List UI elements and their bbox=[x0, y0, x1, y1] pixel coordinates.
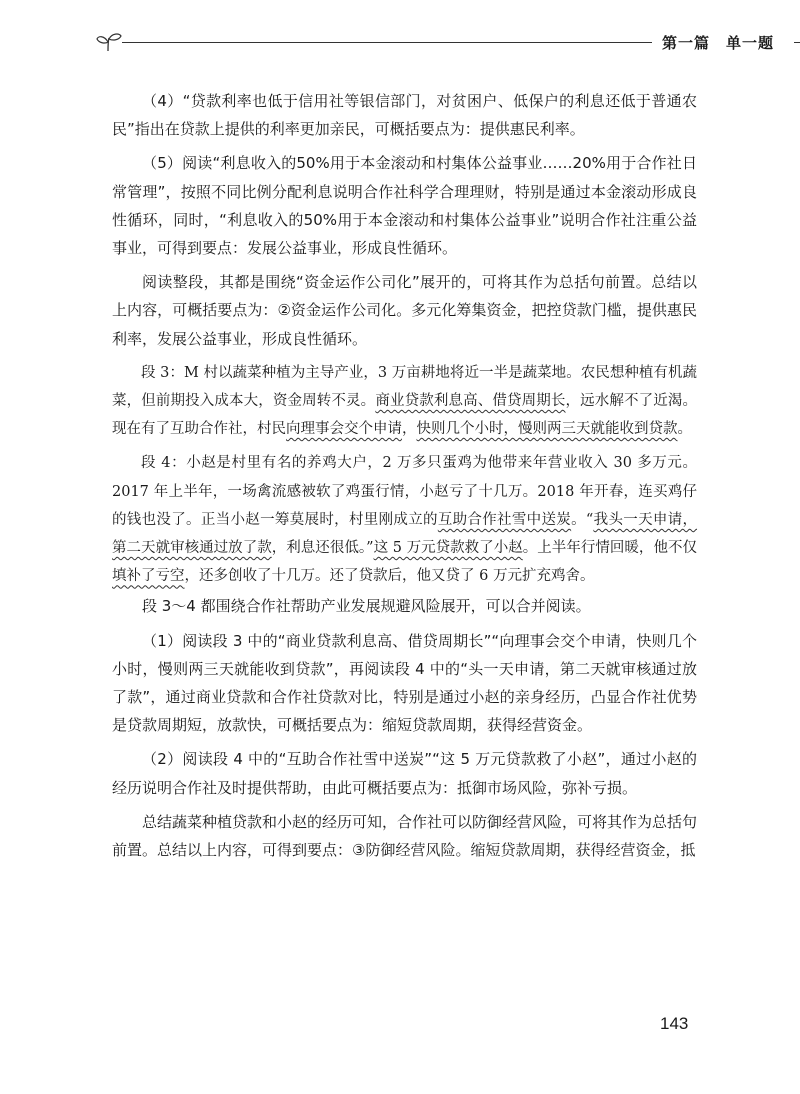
paragraph-merge-note: 段 3～4 都围绕合作社帮助产业发展规避风险展开，可以合并阅读。 bbox=[142, 597, 591, 616]
paragraph-analysis-1: （1）阅读段 3 中的“商业贷款利息高、借贷周期长”“向理事会交个申请，快则几个小时，慢则两三天就能收到贷款”，再阅读段 4 中的“头一天申请，第二天就审核通过放了款”，通过商业贷款和合作社贷款对比，特别是通过小赵的亲身经历，凸显合作社优势是贷款周期短，放款快，可概括要点为：缩短贷款周期，获得经营资金。 bbox=[112, 631, 697, 735]
wavy-underlined-phrase: 填补了亏空 bbox=[112, 568, 185, 585]
source-text: 。 bbox=[677, 421, 692, 438]
wavy-underlined-phrase: 这 5 万元贷款救了小赵 bbox=[373, 540, 523, 557]
page-header bbox=[96, 28, 786, 58]
sprout-icon bbox=[96, 32, 122, 52]
source-text: 。“ bbox=[571, 511, 594, 528]
source-text: ，远水解不了近渴。现在有了互助合作社，村民 bbox=[112, 393, 698, 438]
source-text: ， bbox=[402, 421, 417, 438]
paragraph-summary-funds: 阅读整段，其都是围绕“资金运作公司化”展开的，可将其作为总括句前置。总结以上内容，可概括要点为：②资金运作公司化。多元化筹集资金，把控贷款门槛，提供惠民利率，发展公益事业，形成良性循环。 bbox=[112, 273, 697, 348]
wavy-underlined-phrase: 商业贷款利息高、借贷周期长 bbox=[375, 393, 566, 410]
section-title: 第一篇 单一题 bbox=[662, 34, 775, 52]
source-text: 段 4：小赵是村里有名的养鸡大户，2 万多只蛋鸡为他带来年营业收入 30 多万元。2017 年上半年，一场禽流感被软了鸡蛋行情，小赵亏了十几万。2018 年开春，连买鸡仔的钱也没了。正当小赵一筹莫展时，村里刚成立的 bbox=[112, 455, 697, 528]
wavy-underlined-phrase: 我头一天申请，第二天就审核通过放了款 bbox=[112, 511, 698, 557]
source-paragraph-3 bbox=[112, 359, 697, 444]
source-text: ，还多创收了十几万。还了贷款后，他又贷了 6 万元扩充鸡舍。 bbox=[184, 568, 595, 585]
paragraph-summary-risk: 总结蔬菜种植贷款和小赵的经历可知，合作社可以防御经营风险，可将其作为总括句前置。总结以上内容，可得到要点：③防御经营风险。缩短贷款周期，获得经营资金，抵 bbox=[112, 812, 698, 860]
wavy-underlined-phrase: 向理事会交个申请 bbox=[286, 421, 402, 438]
wavy-underlined-phrase: 互助合作社雪中送炭 bbox=[437, 511, 572, 528]
source-text: 段 3：M 村以蔬菜种植为主导产业，3 万亩耕地将近一半是蔬菜地。农民想种植有机蔬菜，但前期投入成本大，资金周转不灵。 bbox=[112, 364, 697, 410]
wavy-underlined-phrase: 快则几个小时，慢则两三天就能收到贷款 bbox=[416, 421, 678, 438]
source-text: 。上半年行情回暖，他不仅 bbox=[522, 540, 697, 557]
source-paragraph-4 bbox=[112, 449, 697, 590]
source-text: ，利息还很低。” bbox=[271, 540, 374, 557]
page-number: 143 bbox=[660, 1014, 689, 1033]
header-rule-left bbox=[122, 42, 652, 43]
header-rule-right bbox=[794, 42, 800, 43]
paragraph-5-explanation: （5）阅读“利息收入的50%用于本金滚动和村集体公益事业……20%用于合作社日常管理”，按照不同比例分配利息说明合作社科学合理理财，特别是通过本金滚动形成良性循环，同时，“利息收入的50%用于本金滚动和村集体公益事业”说明合作社注重公益事业，可得到要点：发展公益事业，形成良性循环。 bbox=[112, 154, 697, 258]
paragraph-4-explanation: （4）“贷款利率也低于信用社等银信部门，对贫困户、低保户的利息还低于普通农民”指出在贷款上提供的利率更加亲民，可概括要点为：提供惠民利率。 bbox=[112, 92, 697, 139]
paragraph-analysis-2: （2）阅读段 4 中的“互助合作社雪中送炭”“这 5 万元贷款救了小赵”，通过小赵的经历说明合作社及时提供帮助，由此可概括要点为：抵御市场风险，弥补亏损。 bbox=[112, 750, 697, 797]
page-body bbox=[112, 87, 697, 870]
